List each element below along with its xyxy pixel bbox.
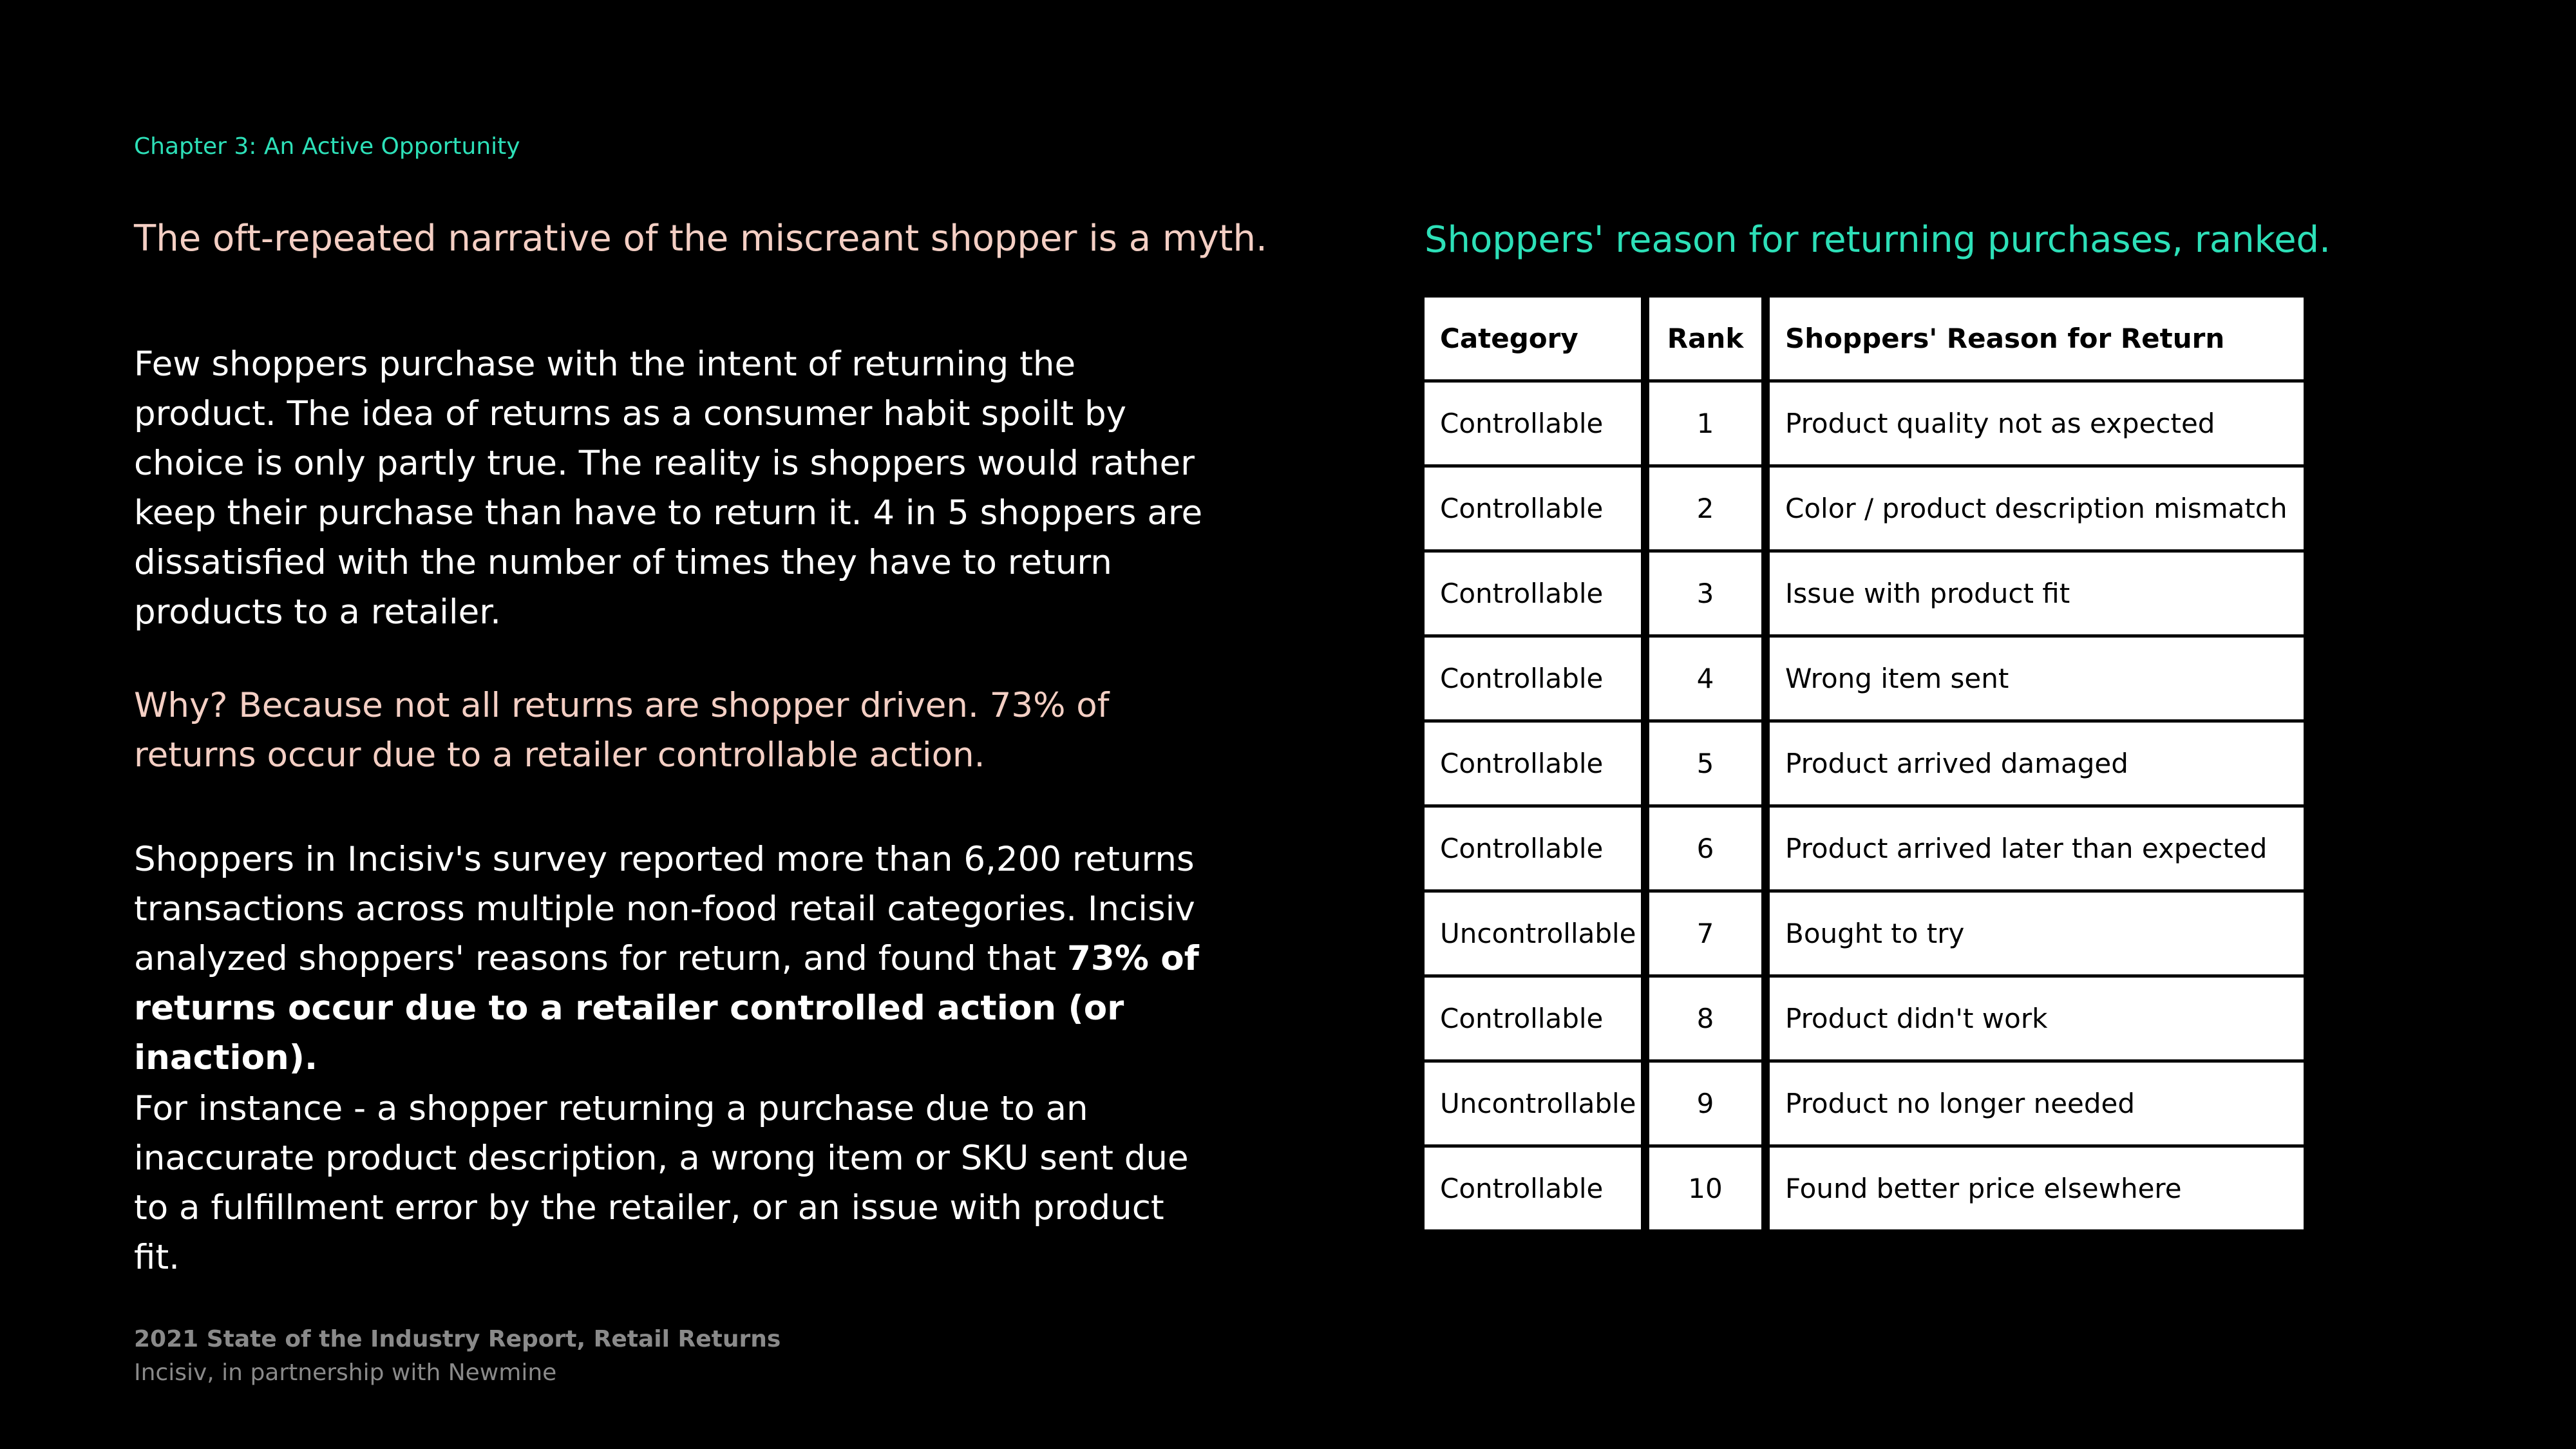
- category-cell: Controllable: [1425, 978, 1641, 1059]
- reason-cell: Product arrived damaged: [1770, 723, 2304, 804]
- table-body: [1425, 383, 2304, 1232]
- rank-cell: 4: [1649, 638, 1761, 719]
- table-header-row: [1425, 298, 2304, 382]
- rank-cell: 7: [1649, 893, 1761, 974]
- footer-subtitle: Incisiv, in partnership with Newmine: [134, 1359, 557, 1386]
- table-row: [1425, 468, 2304, 552]
- page-headline: The oft-repeated narrative of the miscreant shopper is a myth.: [134, 218, 1267, 260]
- survey-paragraph-emphasis: 73% of returns occur due to a retailer controlled action (or inaction).: [134, 939, 1199, 1077]
- category-cell: Controllable: [1425, 638, 1641, 719]
- footer-title: 2021 State of the Industry Report, Retail Returns: [134, 1326, 781, 1352]
- rank-cell: 10: [1649, 1148, 1761, 1229]
- category-cell: Controllable: [1425, 468, 1641, 549]
- reason-cell: Found better price elsewhere: [1770, 1148, 2304, 1229]
- table-row: [1425, 638, 2304, 722]
- table-row: [1425, 978, 2304, 1062]
- header-category: Category: [1425, 298, 1641, 379]
- why-paragraph: Why? Because not all returns are shopper driven. 73% of returns occur due to a retailer controllable action.: [134, 686, 1110, 775]
- header-rank: Rank: [1649, 298, 1761, 379]
- table-row: [1425, 723, 2304, 807]
- reason-cell: Wrong item sent: [1770, 638, 2304, 719]
- reason-cell: Product quality not as expected: [1770, 383, 2304, 464]
- returns-table: [1425, 298, 2304, 1233]
- table-row: [1425, 1148, 2304, 1232]
- rank-cell: 6: [1649, 808, 1761, 889]
- category-cell: Controllable: [1425, 383, 1641, 464]
- reason-cell: Bought to try: [1770, 893, 2304, 974]
- rank-cell: 8: [1649, 978, 1761, 1059]
- rank-cell: 3: [1649, 553, 1761, 634]
- reason-cell: Color / product description mismatch: [1770, 468, 2304, 549]
- category-cell: Controllable: [1425, 1148, 1641, 1229]
- table-row: [1425, 553, 2304, 637]
- reason-cell: Issue with product fit: [1770, 553, 2304, 634]
- chapter-label: Chapter 3: An Active Opportunity: [134, 133, 520, 160]
- category-cell: Uncontrollable: [1425, 893, 1641, 974]
- table-row: [1425, 383, 2304, 467]
- table-row: [1425, 808, 2304, 892]
- footer: [134, 1323, 781, 1390]
- header-reason: Shoppers' Reason for Return: [1770, 298, 2304, 379]
- example-paragraph: For instance - a shopper returning a purchase due to an inaccurate product description, a wrong item or SKU sent due to a fulfillment error by the retailer, or an issue with product fit.: [134, 1089, 1189, 1277]
- rank-cell: 1: [1649, 383, 1761, 464]
- table-row: [1425, 893, 2304, 977]
- rank-cell: 2: [1649, 468, 1761, 549]
- category-cell: Controllable: [1425, 553, 1641, 634]
- survey-paragraph: [134, 835, 1216, 1083]
- table-row: [1425, 1063, 2304, 1147]
- rank-cell: 9: [1649, 1063, 1761, 1144]
- table-title: Shoppers' reason for returning purchases, ranked.: [1425, 219, 2331, 261]
- reason-cell: Product no longer needed: [1770, 1063, 2304, 1144]
- category-cell: Controllable: [1425, 808, 1641, 889]
- reason-cell: Product didn't work: [1770, 978, 2304, 1059]
- category-cell: Uncontrollable: [1425, 1063, 1641, 1144]
- reason-cell: Product arrived later than expected: [1770, 808, 2304, 889]
- survey-paragraph-text: Shoppers in Incisiv's survey reported more than 6,200 returns transactions across multiple non-food retail categories. Incisiv analyzed shoppers' reasons for return, and found that: [134, 840, 1195, 978]
- intro-paragraph: Few shoppers purchase with the intent of returning the product. The idea of returns as a consumer habit spoilt by choice is only partly true. The reality is shoppers would rather keep their purchase than have to return it. 4 in 5 shoppers are dissatisfied with the number of times they have to return products to a retailer.: [134, 345, 1203, 632]
- category-cell: Controllable: [1425, 723, 1641, 804]
- rank-cell: 5: [1649, 723, 1761, 804]
